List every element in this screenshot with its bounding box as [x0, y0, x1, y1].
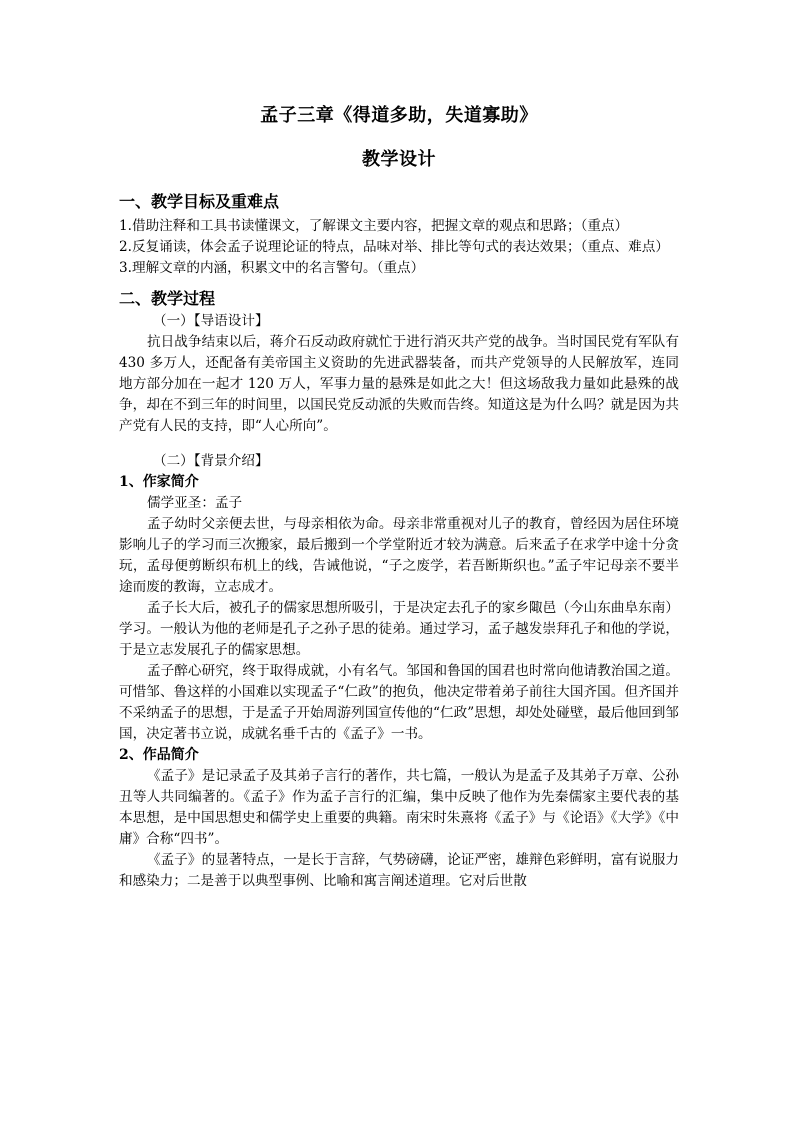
objective-item: 2.反复诵读，体会孟子说理论证的特点，品味对举、排比等句式的表达效果；（重点、难点） [119, 239, 669, 255]
section-heading-process: 二、教学过程 [119, 289, 216, 308]
work-paragraph: 《孟子》的显著特点，一是长于言辞，气势磅礴，论证严密，雄辩色彩鲜明，富有说服力和感染力；二是善于以典型事例、比喻和寓言阐述道理。它对后世散 [119, 852, 679, 889]
objective-item: 1.借助注释和工具书读懂课文，了解课文主要内容，把握文章的观点和思路；（重点） [119, 218, 629, 234]
work-paragraph: 《孟子》是记录孟子及其弟子言行的著作，共七篇，一般认为是孟子及其弟子万章、公孙丑等人共同编著的。《孟子》作为孟子言行的汇编，集中反映了他作为先秦儒家主要代表的基本思想，是中国思想史和儒学史上重要的典籍。南宋时朱熹将《孟子》与《论语》《大学》《中庸》合称“四书”。 [119, 768, 679, 847]
intro-paragraph: 抗日战争结束以后，蒋介石反动政府就忙于进行消灭共产党的战争。当时国民党有军队有 430 多万人，还配备有美帝国主义资助的先进武器装备，而共产党领导的人民解放军，连同地方部分加在一起才 120 万人，军事力量的悬殊是如此之大！但这场敌我力量如此悬殊的战争，却在不到三年的时间里，以国民党反动派的失败而告终。知道这是为什么吗？就是因为共产党有人民的支持，即“人心所向”。 [119, 334, 679, 434]
objectives-list [119, 216, 679, 279]
author-paragraph: 儒学亚圣：孟子 [147, 495, 243, 511]
objective-item: 3.理解文章的内涵，积累文中的名言警句。（重点） [119, 260, 425, 276]
author-heading: 1、作家简介 [119, 474, 199, 490]
document-body [119, 102, 679, 892]
spacer [119, 437, 679, 451]
section-heading-objectives: 一、教学目标及重难点 [119, 192, 280, 211]
document-subtitle: 教学设计 [362, 149, 436, 170]
author-paragraph: 孟子醉心研究，终于取得成就，小有名气。邹国和鲁国的国君也时常向他请教治国之道。可惜邹、鲁这样的小国难以实现孟子“仁政”的抱负，他决定带着弟子前往大国齐国。但齐国并不采纳孟子的思想，于是孟子开始周游列国宣传他的“仁政”思想，却处处碰壁，最后他回到邹国，决定著书立说，成就名垂千古的《孟子》一书。 [119, 663, 679, 742]
author-paragraph: 孟子幼时父亲便去世，与母亲相依为命。母亲非常重视对儿子的教育，曾经因为居住环境影响儿子的学习而三次搬家，最后搬到一个学堂附近才较为满意。后来孟子在求学中途十分贪玩，孟母便剪断织布机上的线，告诫他说，“子之废学，若吾断斯织也。”孟子牢记母亲不要半途而废的教诲，立志成才。 [119, 516, 679, 595]
subsection-heading-intro: （一）【导语设计】 [153, 313, 269, 329]
author-paragraph: 孟子长大后，被孔子的儒家思想所吸引，于是决定去孔子的家乡陬邑（今山东曲阜东南）学习。一般认为他的老师是孔子之孙子思的徒弟。通过学习，孟子越发崇拜孔子和他的学说，于是立志发展孔子的儒家思想。 [119, 600, 679, 658]
subsection-heading-background: （二）【背景介绍】 [153, 453, 269, 469]
document-title: 孟子三章《得道多助，失道寡助》 [260, 105, 538, 126]
work-heading: 2、作品简介 [119, 747, 199, 763]
